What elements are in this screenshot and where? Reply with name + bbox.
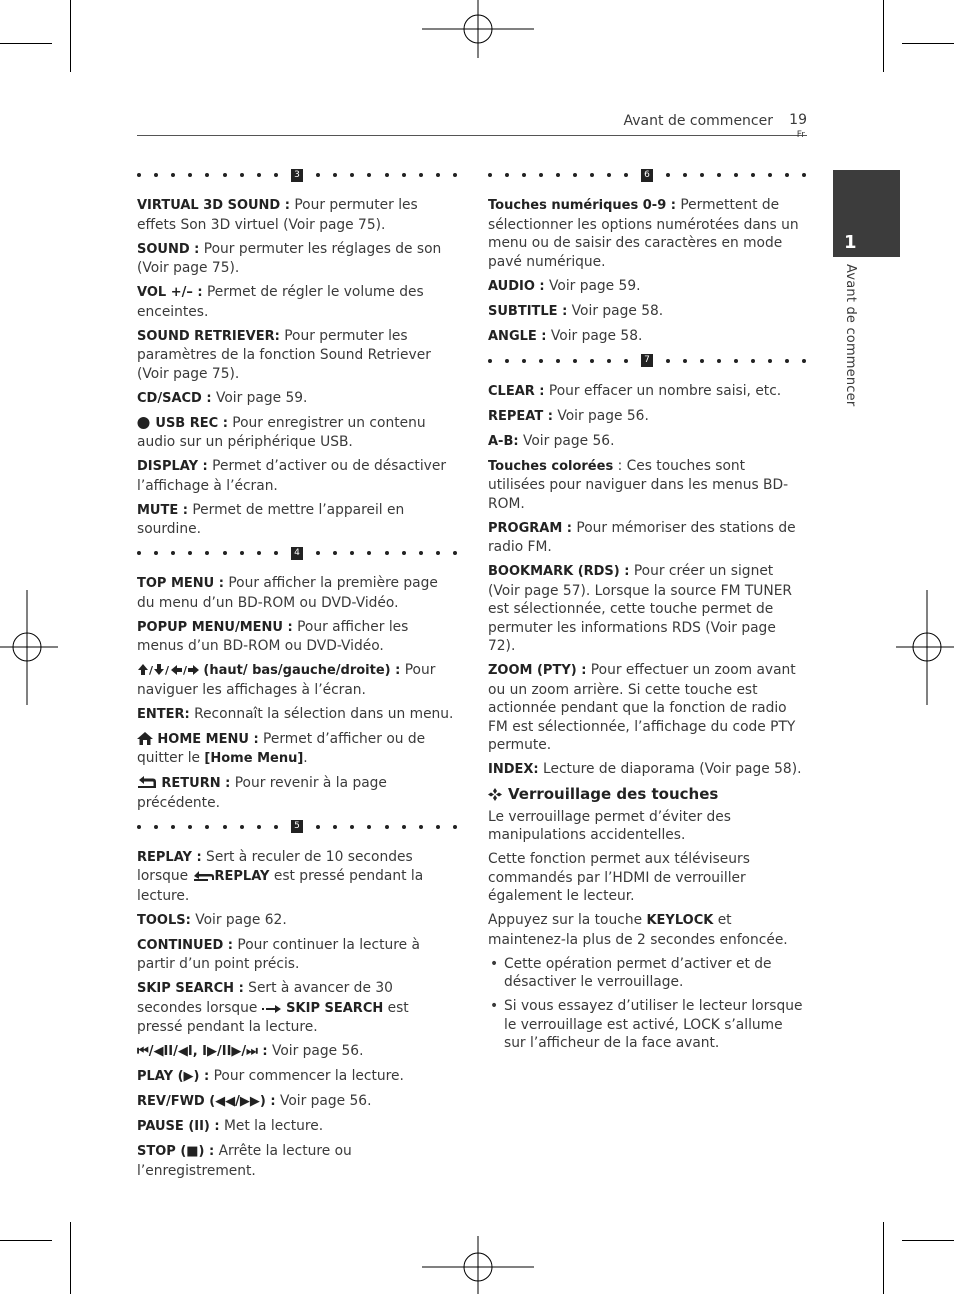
entry-a-b: A-B: Voir page 56. [488, 432, 615, 449]
entry-bookmark: BOOKMARK (RDS) : Pour créer un signet (Voir page 57). Lorsque la source FM TUNER est sélectionnée, cette touche permet de permuter les informations RDS (Voir page 72). [488, 563, 793, 654]
entry-index: INDEX: Lecture de diaporama (Voir page 58). [488, 761, 802, 777]
replay-icon [193, 870, 215, 882]
entry-rev-fwd: REV/FWD (◀◀/▶▶) : Voir page 56. [137, 1093, 372, 1109]
entry-sound: SOUND : Pour permuter les réglages de son (Voir page 75). [137, 240, 442, 276]
entry-sound-retriever: SOUND RETRIEVER: Pour permuter les paramètres de la fonction Sound Retriever (Voir page 75). [137, 327, 431, 382]
entry-popup-menu: POPUP MENU/MENU : Pour afficher les menus d’un BD-ROM ou DVD-Vidéo. [137, 618, 409, 654]
diamond-bullet-icon [488, 788, 502, 801]
svg-text:/: / [149, 664, 154, 676]
page-header [137, 111, 807, 140]
entry-color-keys: Touches colorées : Ces touches sont utilisées pour naviguer dans les menus BD-ROM. [488, 457, 789, 512]
keylock-paragraph-1: Le verrouillage permet d’éviter des manipulations accidentelles. [488, 808, 731, 843]
registration-mark-icon [422, 0, 534, 60]
left-column [137, 166, 457, 1186]
arrow-keys-icon [137, 663, 199, 676]
section-separator-5 [137, 818, 457, 836]
entry-usb-rec: USB REC : Pour enregistrer un contenu audio sur un périphérique USB. [137, 414, 426, 450]
crop-mark [883, 1222, 884, 1294]
entry-repeat: REPEAT : Voir page 56. [488, 407, 649, 424]
entry-audio: AUDIO : Voir page 59. [488, 277, 641, 294]
entry-mute: MUTE : Permet de mettre l’appareil en sourdine. [137, 501, 405, 537]
svg-text:/: / [165, 664, 170, 676]
page-number: 19 [789, 112, 807, 128]
section-marker-7: 7 [641, 354, 653, 367]
entry-stop: STOP (■) : Arrête la lecture ou l’enregistrement. [137, 1143, 352, 1179]
crop-mark [902, 1240, 954, 1241]
entry-program: PROGRAM : Pour mémoriser des stations de radio FM. [488, 519, 796, 555]
keylock-paragraph-2: Cette fonction permet aux téléviseurs commandés par l’HDMI de verrouiller également le lecteur. [488, 851, 750, 904]
entry-cd-sacd: CD/SACD : Voir page 59. [137, 389, 308, 406]
entry-virtual-3d-sound: VIRTUAL 3D SOUND : Pour permuter les effets Son 3D virtuel (Voir page 75). [137, 197, 418, 233]
entry-subtitle: SUBTITLE : Voir page 58. [488, 302, 664, 319]
chapter-tab [833, 170, 900, 257]
home-icon [137, 732, 153, 745]
section-marker-5: 5 [291, 820, 303, 833]
crop-mark [883, 0, 884, 72]
entry-clear: CLEAR : Pour effacer un nombre saisi, etc. [488, 382, 782, 399]
entry-skip-search: SKIP SEARCH : Sert à avancer de 30 secondes lorsque SKIP SEARCH est pressé pendant la lecture. [137, 980, 409, 1035]
keylock-bullet-2: • Si vous essayez d’utiliser le lecteur lorsque le verrouillage est activé, LOCK s’allume sur l’afficheur de la face avant. [488, 997, 806, 1053]
entry-continued: CONTINUED : Pour continuer la lecture à partir d’un point précis. [137, 936, 420, 972]
svg-text:/: / [183, 664, 188, 676]
entry-zoom: ZOOM (PTY) : Pour effectuer un zoom avant ou un zoom arrière. Si cette touche est actionnée pendant que la fonction de radio FM est sélectionnée, l’affichage du code PTY permute. [488, 662, 796, 753]
section-marker-6: 6 [641, 169, 653, 182]
registration-mark-icon [422, 1236, 534, 1294]
section-separator-3 [137, 166, 457, 184]
skip-search-icon [262, 1004, 282, 1014]
record-dot-icon [137, 416, 151, 429]
language-code: Fr [796, 130, 805, 140]
chapter-number: 1 [844, 232, 857, 253]
registration-mark-icon [0, 590, 58, 705]
chapter-tab-label: Avant de commencer [843, 264, 858, 407]
entry-display: DISPLAY : Permet d’activer ou de désactiver l’affichage à l’écran. [137, 458, 447, 494]
section-separator-7 [488, 352, 806, 370]
section-marker-3: 3 [291, 169, 303, 182]
entry-arrows: / / / (haut/ bas/gauche/droite) : Pour naviguer les affichages à l’écran. [137, 662, 436, 698]
entry-skip-keys: ⏮/◀II/◀I, I▶/II▶/⏭ : Voir page 56. [137, 1043, 364, 1059]
crop-mark [70, 0, 71, 72]
entry-play: PLAY (▶) : Pour commencer la lecture. [137, 1068, 404, 1084]
entry-vol: VOL +/– : Permet de régler le volume des enceintes. [137, 284, 424, 320]
entry-return: RETURN : Pour revenir à la page précédente. [137, 775, 387, 811]
keylock-paragraph-3: Appuyez sur la touche KEYLOCK et maintenez-la plus de 2 secondes enfoncée. [488, 912, 788, 948]
entry-angle: ANGLE : Voir page 58. [488, 327, 643, 344]
entry-home-menu: HOME MENU : Permet d’afficher ou de quitter le [Home Menu]. [137, 730, 426, 766]
entry-enter: ENTER: Reconnaît la sélection dans un menu. [137, 705, 454, 722]
registration-mark-icon [896, 590, 954, 705]
section-separator-6 [488, 166, 806, 184]
crop-mark [0, 1240, 52, 1241]
return-arrow-icon [137, 776, 157, 789]
crop-mark [0, 43, 52, 44]
entry-number-keys: Touches numériques 0-9 : Permettent de sélectionner les options numérotées dans un menu ou de saisir des caractères en mode pavé numérique. [488, 197, 799, 270]
crop-mark [70, 1222, 71, 1294]
right-column [488, 166, 806, 1058]
section-separator-4 [137, 544, 457, 562]
entry-tools: TOOLS: Voir page 62. [137, 911, 287, 928]
entry-top-menu: TOP MENU : Pour afficher la première page du menu d’un BD-ROM ou DVD-Vidéo. [137, 575, 438, 611]
header-section-title: Avant de commencer [623, 113, 773, 129]
entry-pause: PAUSE (II) : Met la lecture. [137, 1118, 324, 1134]
entry-replay: REPLAY : Sert à reculer de 10 secondes lorsque REPLAY est pressé pendant la lecture. [137, 848, 424, 904]
crop-mark [902, 43, 954, 44]
keylock-bullet-1: • Cette opération permet d’activer et de désactiver le verrouillage. [488, 955, 806, 992]
section-marker-4: 4 [291, 547, 303, 560]
keylock-heading: Verrouillage des touches [488, 785, 806, 804]
